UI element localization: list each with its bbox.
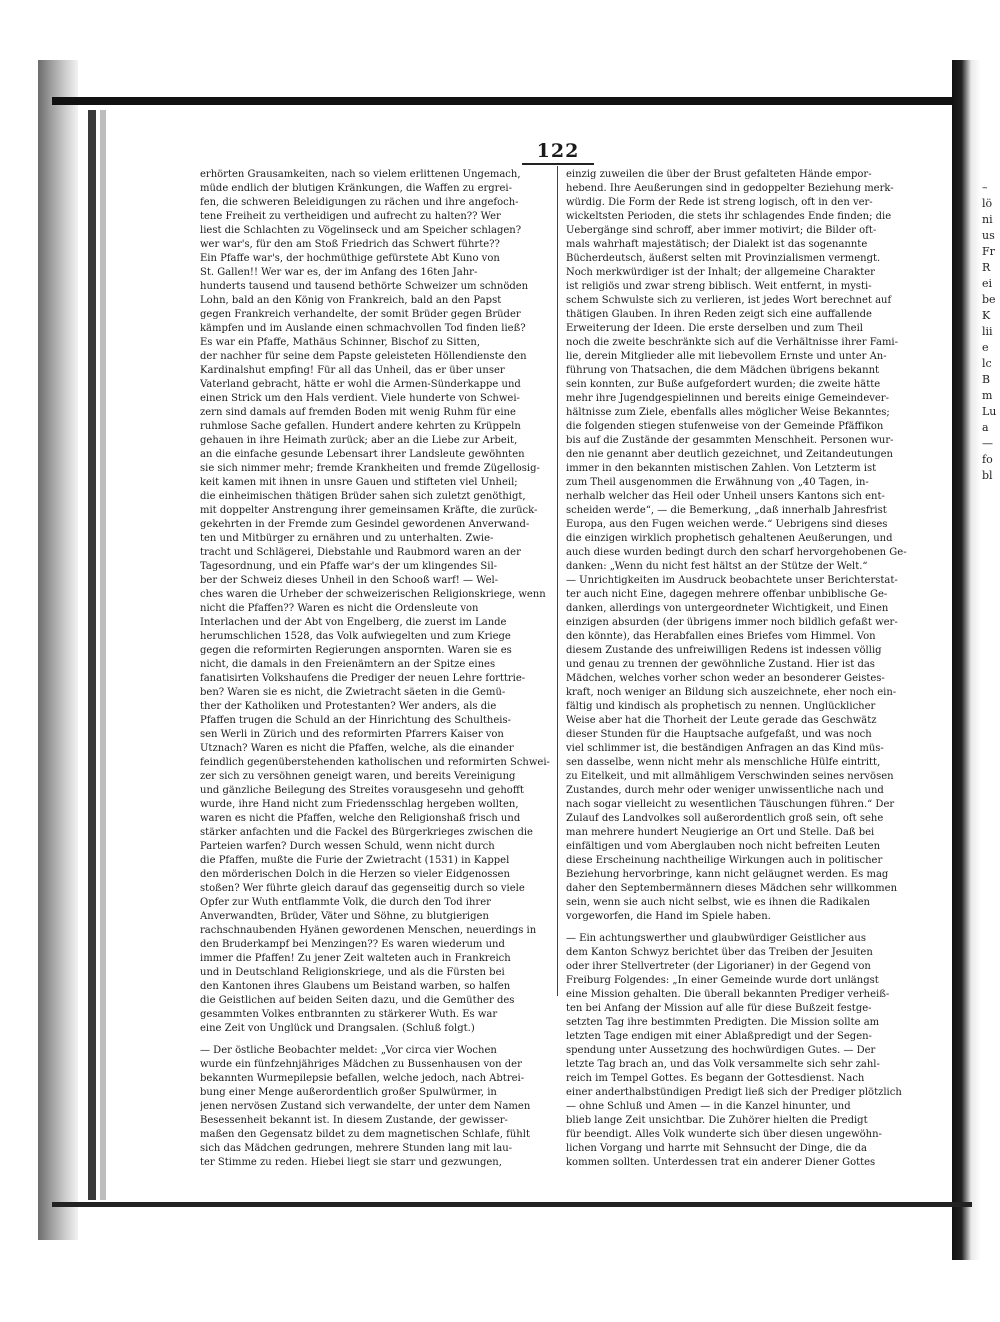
text-line: dem Kanton Schwyz berichtet über das Treiben der Jesuiten	[566, 947, 873, 958]
text-line: bis auf die Zustände der gesammten Menschheit. Personen wur-	[566, 435, 894, 446]
text-line: ruhmlose Sache gefallen. Hundert andere kehrten zu Krüppeln	[200, 421, 521, 432]
text-line: ter auch nicht Eine, dagegen mehrere offenbar unbiblische Ge-	[566, 589, 888, 600]
text-line: Anverwandten, Brüder, Väter und Söhne, zu blutgierigen	[200, 911, 489, 922]
text-line: einer anderthalbstündigen Predigt ließ sich der Prediger plötzlich	[566, 1087, 902, 1098]
edge-text-fragment: Fr	[982, 245, 995, 258]
text-line: immer in den bekannten mistischen Zahlen. Von Letzterm ist	[566, 463, 877, 474]
edge-text-fragment: e	[982, 341, 989, 354]
text-line: eine Mission gehalten. Die überall bekannten Prediger verheiß-	[566, 989, 890, 1000]
text-line: kraft, noch weniger an Bildung sich auszeichnete, eher noch ein-	[566, 687, 897, 698]
text-line: wer war's, für den am Stoß Friedrich das Schwert führte??	[200, 239, 500, 250]
edge-text-fragment: ni	[982, 213, 993, 226]
text-line: — Unrichtigkeiten im Ausdruck beobachtete unser Berichterstat-	[566, 575, 898, 586]
text-line: den mörderischen Dolch in die Herzen so vieler Eidgenossen	[200, 869, 510, 880]
text-line: ber der Schweiz dieses Unheil in den Schooß warf! — Wel-	[200, 575, 499, 586]
text-line: Mädchen, welches vorher schon weder an besonderer Geistes-	[566, 673, 885, 684]
text-line: sen Werli in Zürich und des reformirten Pfarrers Kaiser von	[200, 729, 504, 740]
text-line: immer die Pfaffen! Zu jener Zeit walteten auch in Frankreich	[200, 953, 511, 964]
edge-text-fragment: a	[982, 421, 989, 434]
text-line: vorgeworfen, die Hand im Spiele haben.	[566, 911, 771, 922]
edge-text-fragment: be	[982, 293, 996, 306]
text-line: waren es nicht die Pfaffen, welche den Religionshaß frisch und	[200, 813, 521, 824]
text-line: keit kamen mit ihnen in unsre Gauen und stifteten viel Unheil;	[200, 477, 518, 488]
text-line: wickeltsten Perioden, die stets ihr schlagendes Ende finden; die	[566, 211, 892, 222]
text-line: noch die zweite beschränkte sich auf die Verhältnisse ihrer Fami-	[566, 337, 899, 348]
text-line: sein, wenn sie auch nicht selbst, wie es ihnen die Radikalen	[566, 897, 870, 908]
text-line: die Pfaffen, mußte die Furie der Zwietracht (1531) in Kappel	[200, 855, 510, 866]
text-line: sich das Mädchen gedrungen, mehrere Stunden lang mit lau-	[200, 1143, 513, 1154]
text-line: Uebergänge sind schroff, aber immer motivirt; die Bilder oft-	[566, 225, 877, 236]
edge-text-fragment: us	[982, 229, 995, 242]
text-line: Lohn, bald an den König von Frankreich, bald an den Papst	[200, 295, 502, 306]
text-line: schem Schwulste sich zu verlieren, ist jedes Wort berechnet auf	[566, 295, 892, 306]
edge-text-fragment: R	[982, 261, 991, 274]
text-line: Noch merkwürdiger ist der Inhalt; der allgemeine Charakter	[566, 267, 875, 278]
text-line: und genau zu trennen der gewöhnliche Zustand. Hier ist das	[566, 659, 875, 670]
text-line: maßen den Gegensatz bildet zu dem magnetischen Schlafe, fühlt	[200, 1129, 530, 1140]
page-number-rule	[522, 163, 594, 165]
paragraph	[566, 932, 918, 1170]
text-line: Europa, aus den Fugen weichen werde.“ Uebrigens sind dieses	[566, 519, 888, 530]
text-line: scheiden werde“, — die Bemerkung, „daß innerhalb Jahresfrist	[566, 505, 887, 516]
text-line: Interlachen und der Abt von Engelberg, die zuerst im Lande	[200, 617, 507, 628]
text-line: Pfaffen trugen die Schuld an der Hinrichtung des Schultheis-	[200, 715, 511, 726]
text-line: zu Eitelkeit, und mit allmähligem Verschwinden seines nervösen	[566, 771, 894, 782]
text-line: gegen Frankreich verhandelte, der somit Brüder gegen Brüder	[200, 309, 521, 320]
text-line: ist religiös und zwar streng biblisch. Weit entfernt, in mysti-	[566, 281, 872, 292]
text-line: danken, allerdings von untergeordneter Wichtigkeit, und Einen	[566, 603, 889, 614]
left-text-column	[200, 168, 550, 1170]
text-line: gehauen in ihre Heimath zurück; aber an die Liebe zur Arbeit,	[200, 435, 518, 446]
text-line: der nachher für seine dem Papste geleisteten Höllendienste den	[200, 351, 527, 362]
text-line: nach sogar vielleicht zu wesentlichen Täuschungen führen.“ Der	[566, 799, 895, 810]
right-text-column	[566, 168, 918, 1170]
text-line: fältig und kindisch als prophetisch zu nennen. Unglücklicher	[566, 701, 876, 712]
text-line: Bücherdeutsch, äußerst selten mit Provinzialismen vermengt.	[566, 253, 881, 264]
text-line: sein konnten, zur Buße aufgefordert wurden; die zweite hätte	[566, 379, 881, 390]
text-line: — Der östliche Beobachter meldet: „Vor circa vier Wochen	[200, 1045, 497, 1056]
text-line: viel schlimmer ist, die beständigen Anfragen an das Kind müs-	[566, 743, 884, 754]
edge-text-fragment: B	[982, 373, 991, 386]
text-line: stoßen? Wer führte gleich darauf das gegenseitig durch so viele	[200, 883, 525, 894]
text-line: Utznach? Waren es nicht die Pfaffen, welche, als die einander	[200, 743, 514, 754]
text-line: und gänzliche Beilegung des Streites vorausgesehn und gehofft	[200, 785, 524, 796]
bottom-rule	[52, 1202, 972, 1207]
text-line: einzig zuweilen die über der Brust gefalteten Hände empor-	[566, 169, 872, 180]
text-line: feindlich gegenüberstehenden katholischen und reformirten Schwei-	[200, 757, 550, 768]
text-line: mals wahrhaft majestätisch; der Dialekt ist das sogenannte	[566, 239, 868, 250]
text-line: Beziehung hervorbringe, kann nicht geläugnet werden. Es mag	[566, 869, 889, 880]
text-line: diesem Zustande des unfreiwilligen Redens ist indessen völlig	[566, 645, 882, 656]
text-line: fanatisirten Volkshaufens die Prediger der neuen Lehre forttrie-	[200, 673, 526, 684]
text-line: man mehrere hundert Neugierige an Ort und Stelle. Daß bei	[566, 827, 875, 838]
text-line: Vaterland gebracht, hätte er wohl die Armen-Sünderkappe und	[200, 379, 521, 390]
text-line: wurde ein fünfzehnjähriges Mädchen zu Bussenhausen von der	[200, 1059, 522, 1070]
text-line: hältnisse zum Ziele, ebenfalls alles möglicher Weise Bekanntes;	[566, 407, 890, 418]
text-line: jenen nervösen Zustand sich verwandelte, der unter dem Namen	[200, 1101, 531, 1112]
edge-text-fragment: Lu	[982, 405, 997, 418]
text-line: blieb lange Zeit unsichtbar. Die Zuhörer hielten die Predigt	[566, 1115, 868, 1126]
text-line: den Kantonen ihres Glaubens um Beistand warben, so halfen	[200, 981, 511, 992]
text-line: zum Theil ausgenommen die Erwähnung von „40 Tagen, in-	[566, 477, 869, 488]
page-number: 122	[536, 140, 580, 162]
text-line: Tagesordnung, und ein Pfaffe war's der um klingendes Sil-	[200, 561, 498, 572]
text-line: Weise aber hat die Thorheit der Leute gerade das Geschwätz	[566, 715, 877, 726]
text-line: Parteien warfen? Durch wessen Schuld, wenn nicht durch	[200, 841, 495, 852]
text-line: ten bei Anfang der Mission auf alle für diese Bußzeit festge-	[566, 1003, 872, 1014]
book-spine-shadow	[38, 60, 78, 1240]
text-line: lichen Vorgang und harrte mit Sehnsucht der Dinge, die da	[566, 1143, 868, 1154]
text-line: Besessenheit bekannt ist. In diesem Zustande, der gewisser-	[200, 1115, 508, 1126]
text-line: liest die Schlachten zu Vögelinseck und am Speicher schlagen?	[200, 225, 522, 236]
text-line: Zulauf des Landvolkes soll außerordentlich groß sein, oft sehe	[566, 813, 884, 824]
text-line: erhörten Grausamkeiten, nach so vielem erlittenen Ungemach,	[200, 169, 521, 180]
text-line: die einheimischen thätigen Brüder sahen sich zuletzt genöthigt,	[200, 491, 526, 502]
edge-text-fragment: lii	[982, 325, 993, 338]
text-line: tracht und Schlägerei, Diebstahle und Raubmord waren an der	[200, 547, 521, 558]
edge-text-fragment: K	[982, 309, 991, 322]
text-line: einzigen absurden (der übrigens immer noch bildlich gefaßt wer-	[566, 617, 898, 628]
text-line: an die einfache gesunde Lebensart ihrer Landsleute gewöhnten	[200, 449, 525, 460]
text-line: und in Deutschland Religionskriege, und als die Fürsten bei	[200, 967, 505, 978]
text-line: — ohne Schluß und Amen — in die Kanzel hinunter, und	[566, 1101, 851, 1112]
text-line: gekehrten in der Fremde zum Gesindel gewordenen Anverwand-	[200, 519, 530, 530]
text-line: ther der Katholiken und Protestanten? Wer anders, als die	[200, 701, 497, 712]
text-line: einen Strick um den Hals verdient. Viele hunderte von Schwei-	[200, 393, 520, 404]
column-divider	[557, 166, 558, 996]
edge-text-fragment: ei	[982, 277, 993, 290]
text-line: nicht, die damals in den Freienämtern an der Spitze eines	[200, 659, 496, 670]
text-line: letzten Tage endigen mit einer Ablaßpredigt und der Segen-	[566, 1031, 872, 1042]
text-line: Erweiterung der Ideen. Die erste derselben und zum Theil	[566, 323, 863, 334]
text-line: den nie genannt aber deutlich gezeichnet, und Zeitandeutungen	[566, 449, 893, 460]
text-line: setzten Tag ihre bestimmten Predigten. Die Mission sollte am	[566, 1017, 880, 1028]
text-line: Ein Pfaffe war's, der hochmüthige gefürstete Abt Kuno von	[200, 253, 500, 264]
text-line: Kardinalshut empfing! Für all das Unheil, das er über unser	[200, 365, 505, 376]
text-line: lie, derein Mitglieder alle mit liebevollem Ernste und unter An-	[566, 351, 887, 362]
text-line: gegen die reformirten Regierungen anspornten. Waren sie es	[200, 645, 512, 656]
paragraph	[200, 1044, 550, 1170]
text-line: fen, die schweren Beleidigungen zu rächen und ihre angefoch-	[200, 197, 519, 208]
text-line: kommen sollten. Unterdessen trat ein anderer Diener Gottes	[566, 1157, 876, 1168]
text-line: die folgenden stiegen stufenweise von der Gemeinde Pfäffikon	[566, 421, 884, 432]
text-line: müde endlich der blutigen Kränkungen, die Waffen zu ergrei-	[200, 183, 512, 194]
text-line: den Bruderkampf bei Menzingen?? Es waren wiederum und	[200, 939, 505, 950]
text-line: wurde, ihre Hand nicht zum Friedensschlag hergeben wollten,	[200, 799, 519, 810]
text-line: Opfer zur Wuth entflammte Volk, die durch den Tod ihrer	[200, 897, 491, 908]
text-line: Freiburg Folgendes: „In einer Gemeinde wurde dort unlängst	[566, 975, 879, 986]
text-line: tene Freiheit zu vertheidigen und aufrecht zu halten?? Wer	[200, 211, 501, 222]
edge-text-fragment: lö	[982, 197, 993, 210]
text-line: rachschnaubenden Hyänen gewordenen Menschen, neuerdings in	[200, 925, 537, 936]
text-line: reich im Tempel Gottes. Es begann der Gottesdienst. Nach	[566, 1073, 865, 1084]
text-line: zern sind damals auf fremden Boden mit wenig Ruhm für eine	[200, 407, 516, 418]
text-line: Es war ein Pfaffe, Mathäus Schinner, Bischof zu Sitten,	[200, 337, 481, 348]
text-line: letzte Tag brach an, und das Volk versammelte sich sehr zahl-	[566, 1059, 880, 1070]
text-line: führung von Thatsachen, die dem Mädchen übrigens bekannt	[566, 365, 880, 376]
text-line: ches waren die Urheber der schweizerischen Religionskriege, wenn	[200, 589, 546, 600]
text-line: herumschlichen 1528, das Volk aufwiegelten und zum Kriege	[200, 631, 511, 642]
paragraph-gap	[566, 924, 918, 932]
edge-text-fragment: fo	[982, 453, 993, 466]
edge-text-fragment: bl	[982, 469, 993, 482]
text-line: spendung unter Aussetzung des hochwürdigen Gutes. — Der	[566, 1045, 876, 1056]
text-line: nicht die Pfaffen?? Waren es nicht die Ordensleute von	[200, 603, 479, 614]
top-rule	[52, 97, 952, 105]
text-line: daher den Septembermännern dieses Mädchen sehr willkommen	[566, 883, 898, 894]
text-line: diese Erscheinung nachtheilige Wirkungen auch in politischer	[566, 855, 883, 866]
text-line: hunderts tausend und tausend bethörte Schweizer um schnöden	[200, 281, 529, 292]
text-line: zer sich zu versöhnen geneigt waren, und bereits Vereinigung	[200, 771, 516, 782]
text-line: auch diese wurden bedingt durch den scharf hervorgehobenen Ge-	[566, 547, 907, 558]
text-line: mit doppelter Anstrengung ihrer gemeinsamen Kräfte, die zurück-	[200, 505, 538, 516]
text-line: bung einer Menge außerordentlich großer Spulwürmer, in	[200, 1087, 497, 1098]
text-line: für beendigt. Alles Volk wunderte sich über diesen ungewöhn-	[566, 1129, 882, 1140]
text-line: ten und Mitbürger zu ernähren und zu unterhalten. Zwie-	[200, 533, 494, 544]
paragraph-gap	[200, 1036, 550, 1044]
paragraph	[566, 168, 918, 924]
text-line: oder ihrer Stellvertreter (der Ligorianer) in der Gegend von	[566, 961, 871, 972]
text-line: danken: „Wenn du nicht fest hältst an der Stütze der Welt.“	[566, 561, 868, 572]
paragraph	[200, 168, 550, 1036]
text-line: Zustandes, durch mehr oder weniger unwissentliche nach und	[566, 785, 884, 796]
text-line: sen dasselbe, wenn nicht mehr als menschliche Hülfe eintritt,	[566, 757, 881, 768]
text-line: ter Stimme zu reden. Hiebei liegt sie starr und gezwungen,	[200, 1157, 502, 1168]
text-line: sie sich nimmer mehr; fremde Krankheiten und fremde Zügellosig-	[200, 463, 540, 474]
text-line: stärker anfachten und die Fackel des Bürgerkrieges zwischen die	[200, 827, 533, 838]
text-line: dieser Stunden für die Hauptsache aufgefaßt, und was noch	[566, 729, 872, 740]
edge-text-fragment: –	[982, 181, 988, 194]
page-edge-dark	[88, 110, 96, 1200]
text-line: St. Gallen!! Wer war es, der im Anfang des 16ten Jahr-	[200, 267, 478, 278]
text-line: nerhalb welcher das Heil oder Unheil unsers Kantons sich ent-	[566, 491, 885, 502]
text-line: — Ein achtungswerther und glaubwürdiger Geistlicher aus	[566, 933, 866, 944]
text-line: eine Zeit von Unglück und Drangsalen. (Schluß folgt.)	[200, 1023, 475, 1034]
text-line: die Geistlichen auf beiden Seiten dazu, und die Gemüther des	[200, 995, 515, 1006]
text-line: bekannten Wurmepilepsie befallen, welche jedoch, nach Abtrei-	[200, 1073, 525, 1084]
edge-text-fragment: m	[982, 389, 993, 402]
text-line: würdig. Die Form der Rede ist streng logisch, oft in den ver-	[566, 197, 873, 208]
edge-text-fragment: —	[982, 437, 993, 450]
text-line: gesammten Volkes entbrannten zu stärkerer Wuth. Es war	[200, 1009, 498, 1020]
facing-page-text-fragment	[982, 180, 1000, 484]
text-line: ben? Waren sie es nicht, die Zwietracht säeten in die Gemü-	[200, 687, 506, 698]
edge-text-fragment: lc	[982, 357, 992, 370]
text-line: mehr ihre Jugendgespielinnen und bereits einige Gemeindever-	[566, 393, 889, 404]
text-line: einfältigen und vom Aberglauben noch nicht befreiten Leuten	[566, 841, 881, 852]
text-line: den könnte), das Herabfallen eines Briefes vom Himmel. Von	[566, 631, 876, 642]
page-edge-light	[100, 110, 106, 1200]
text-line: hebend. Ihre Aeußerungen sind in gedoppelter Beziehung merk-	[566, 183, 894, 194]
text-line: thätigen Glauben. In ihren Reden zeigt sich eine auffallende	[566, 309, 872, 320]
text-line: die einzigen wirklich prophetisch gehaltenen Aeußerungen, und	[566, 533, 893, 544]
text-line: kämpfen und im Auslande einen schmachvollen Tod finden ließ?	[200, 323, 526, 334]
